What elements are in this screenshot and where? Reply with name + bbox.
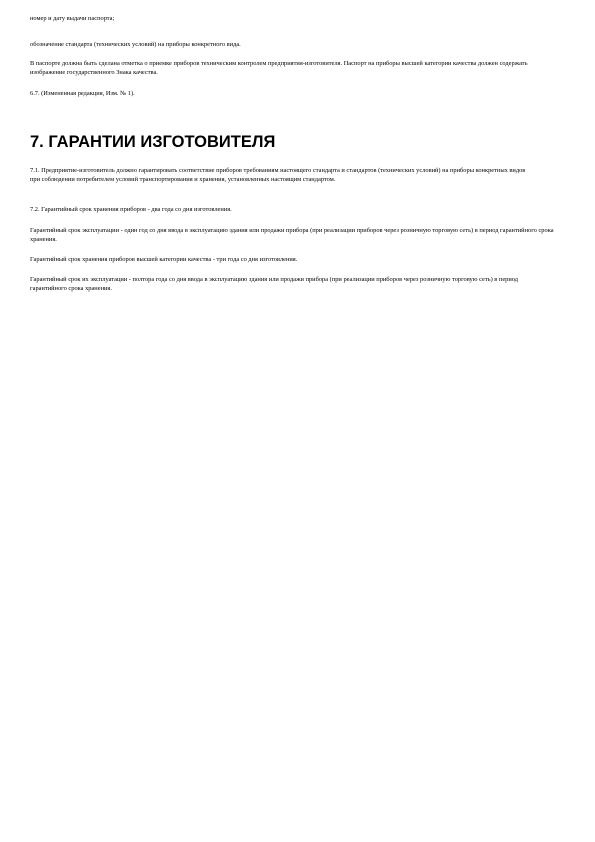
paragraph-7-1: 7.1. Предприятие-изготовитель должно гарантировать соответствие приборов требованиям настоящего стандарта и стандартов (технических условий) на приборы конкретных видов при соблюдении потребителем условий транспортирования и хранения, установленных настоящим стандартом. <box>30 167 526 183</box>
paragraph-7-2-storage-period: 7.2. Гарантийный срок хранения приборов - два года со дня изготовления. <box>30 206 232 213</box>
paragraph-passport-acceptance-mark: В паспорте должна быть сделана отметка о приемке приборов техническим контролем предприятия-изготовителя. Паспорт на приборы высшей категории качества должен содержать изображение государственного Знака качества. <box>30 60 528 76</box>
paragraph-passport-number-date: номер и дату выдачи паспорта; <box>30 15 115 22</box>
paragraph-premium-operation-period: Гарантийный срок их эксплуатации - полтора года со дня ввода в эксплуатацию здания или продажи прибора (при реализации приборов через розничную торговую сеть) в период гарантийного срока хранения. <box>30 276 519 292</box>
paragraph-operation-period: Гарантийный срок эксплуатации - один год со дня ввода в эксплуатацию здания или продажи прибора (при реализации приборов через розничную торговую сеть) в период гарантийного срока хранения. <box>30 227 554 243</box>
paragraph-premium-storage-period: Гарантийный срок хранения приборов высшей категории качества - три года со дня изготовления. <box>30 256 298 263</box>
paragraph-standard-designation: обозначение стандарта (технических условий) на приборы конкретного вида. <box>30 41 241 48</box>
paragraph-amendment-note: 6.7. (Измененная редакция, Изм. № 1). <box>30 90 135 97</box>
section-heading-manufacturer-guarantees: 7. ГАРАНТИИ ИЗГОТОВИТЕЛЯ <box>30 133 276 151</box>
